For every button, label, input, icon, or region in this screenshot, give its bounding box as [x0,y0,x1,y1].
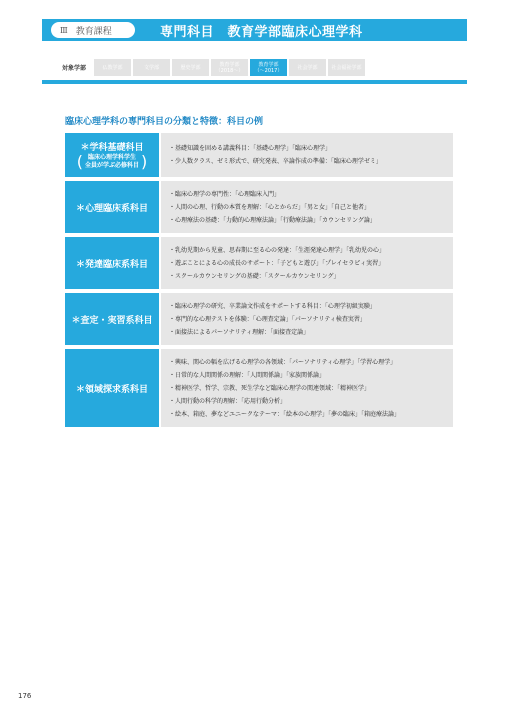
section-title: 臨床心理学科の専門科目の分類と特徴：科目の例 [65,117,264,127]
category-cell: ＊学科基礎科目 ( 臨床心理学科学生 全員が学ぶ必修科目 ) [65,133,159,177]
list-item: ・臨床心理学の研究、卒業論文作成をサポートする科目：「心理学初級実験」 [169,302,376,310]
faculty-nav-label: 対象学部 [62,65,87,72]
category-cell: ＊心理臨床系科目 [65,181,159,233]
items-cell [161,237,453,289]
list-item: ・乳幼児期から児童、思春期に至る心の発達：「生涯発達心理学」「乳幼児の心」 [169,246,386,254]
list-item: ・専門的な心理テストを体験：「心理査定論」「パーソナリティ検査実習」 [169,315,366,323]
items-cell [161,181,453,233]
list-item: ・心理療法の基礎：「力動的心理療法論」「行動療法論」「カウンセリング論」 [169,216,376,224]
list-item: ・面接法によるパーソナリティ理解：「面接査定論」 [169,328,310,336]
list-item: ・興味、関心の幅を広げる心理学の各領域：「パーソナリティ心理学」「学習心理学」 [169,358,397,366]
items-cell [161,349,453,427]
faculty-tab-sociology[interactable]: 社会学部 [289,59,326,76]
category-note: ( 臨床心理学科学生 全員が学ぶ必修科目 ) [76,152,148,171]
table-row [65,181,453,233]
faculty-tab-education-2017[interactable]: 教育学部 （～2017） [250,59,287,76]
list-item: ・遊ぶことによる心の成長のサポート：「子どもと遊び」「プレイセラピィ実習」 [169,259,385,267]
faculty-tab-history[interactable]: 歴史学部 [172,59,209,76]
list-item: ・基礎知識を固める講義科目：「基礎心理学」「臨床心理学」 [169,145,332,152]
items-cell [161,293,453,345]
list-item: ・日常的な人間関係の理解：「人間関係論」「家族関係論」 [169,371,326,379]
items-cell [161,133,453,177]
list-item: ・臨床心理学の専門性：「心理臨床入門」 [169,190,281,198]
table-row [65,237,453,289]
faculty-tab-letters[interactable]: 文学部 [133,59,170,76]
section-number: Ⅲ [60,25,68,35]
faculty-nav [62,59,367,76]
list-item: ・少人数クラス、ゼミ形式で、研究発表、卒論作成の準備：「臨床心理学ゼミ」 [169,158,382,165]
list-item: ・絵本、箱庭、夢などユニークなテーマ：「絵本の心理学」「夢の臨床」「箱庭療法論」 [169,410,401,418]
course-table [65,133,453,431]
list-item: ・人間行動の科学的理解：「応用行動分析」 [169,397,287,405]
category-cell: ＊発達臨床系科目 [65,237,159,289]
page-title: 専門科目 教育学部臨床心理学科 [160,25,363,40]
faculty-tab-buddhism[interactable]: 仏教学部 [94,59,131,76]
category-cell: ＊査定・実習系科目 [65,293,159,345]
faculty-tab-social-welfare[interactable]: 社会福祉学部 [328,59,365,76]
table-row [65,293,453,345]
table-row [65,133,453,177]
list-item: ・スクールカウンセリングの基礎：「スクールカウンセリング」 [169,272,340,280]
section-name: 教育課程 [75,26,112,37]
list-item: ・精神医学、哲学、宗教、死生学など臨床心理学の関連領域：「精神医学」 [169,384,371,392]
page-number: 176 [18,692,32,700]
category-cell: ＊領域探求系科目 [65,349,159,427]
section-label [51,22,135,38]
list-item: ・人間の心理、行動の本質を理解：「心とからだ」「男と女」「自己と他者」 [169,203,371,211]
table-row [65,349,453,427]
faculty-tab-education-2018[interactable]: 教育学部 （2018～） [211,59,248,76]
header-divider [42,80,467,84]
